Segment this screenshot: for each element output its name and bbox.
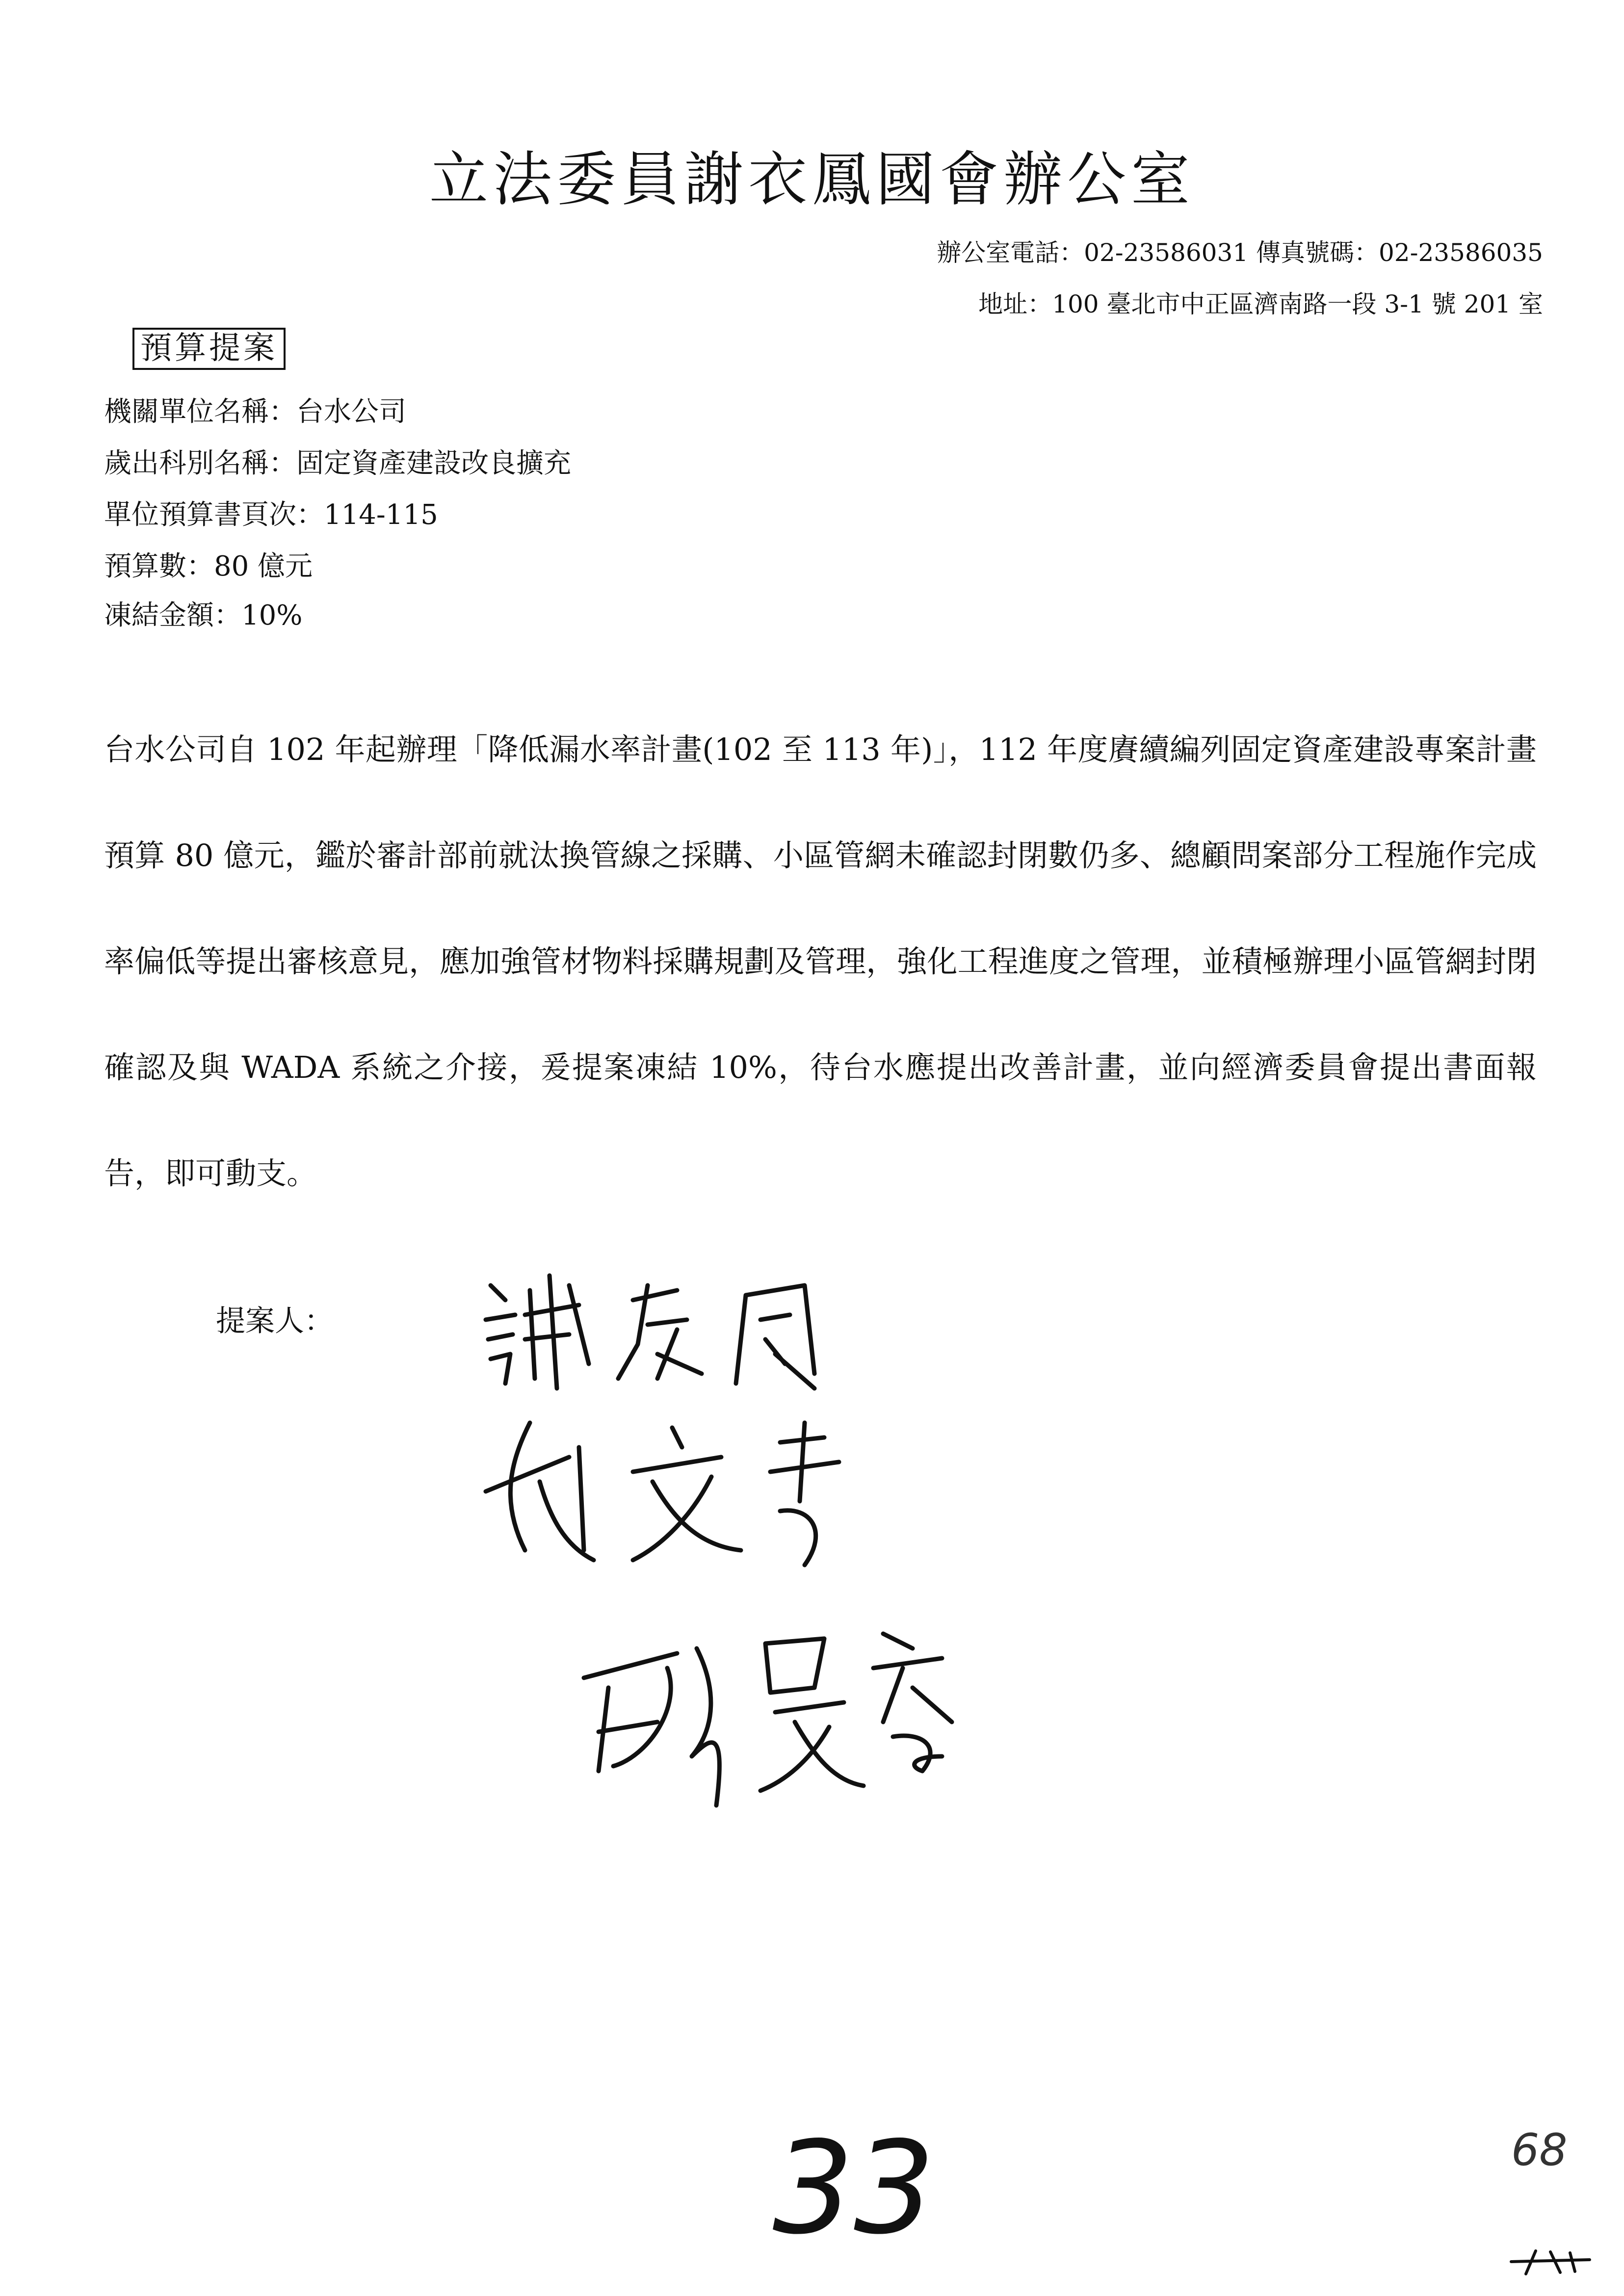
signature-xie-yifeng [471,1256,913,1403]
page-number: 33 [772,2114,935,2263]
crossed-out-number [1506,2247,1595,2276]
field-expenditure-category: 歲出科別名稱：固定資產建設改良擴充 [104,447,571,479]
office-phone-fax: 辦公室電話：02-23586031 傳真號碼：02-23586035 [937,238,1543,267]
office-title: 立法委員謝衣鳳國會辦公室 [429,146,1195,214]
field-frozen-amount: 凍結金額：10% [104,600,303,631]
field-budget-pages: 單位預算書頁次：114-115 [104,499,438,531]
signature-chiu-hsien-chih [569,1609,1011,1835]
proposal-type-box: 預算提案 [132,328,286,370]
signature-kung-wen-chi [466,1403,908,1580]
field-budget-amount: 預算數：80 億元 [104,550,313,582]
proposer-label: 提案人： [216,1304,334,1338]
proposal-body-text: 台水公司自 102 年起辦理「降低漏水率計畫(102 至 113 年)」，112 年度賡續編列固定資產建設專案計畫預算 80 億元，鑑於審計部前就汰換管線之採購、小區管網未確認封閉數仍多、總顧問案部分工程施作完成率偏低等提出審核意見，應加強管材物料採購規劃及管理，強化工程進度之管理，並積極辦理小區管網封閉確認及與 WADA 系統之介接，爰提案凍結 10%，待台水應提出改善計畫，並向經濟委員會提出書面報告，即可動支。 [104,731,1537,1191]
corner-page-number: 68 [1511,2124,1568,2176]
field-agency-name: 機關單位名稱：台水公司 [104,396,406,428]
office-address: 地址：100 臺北市中正區濟南路一段 3-1 號 201 室 [978,290,1543,318]
